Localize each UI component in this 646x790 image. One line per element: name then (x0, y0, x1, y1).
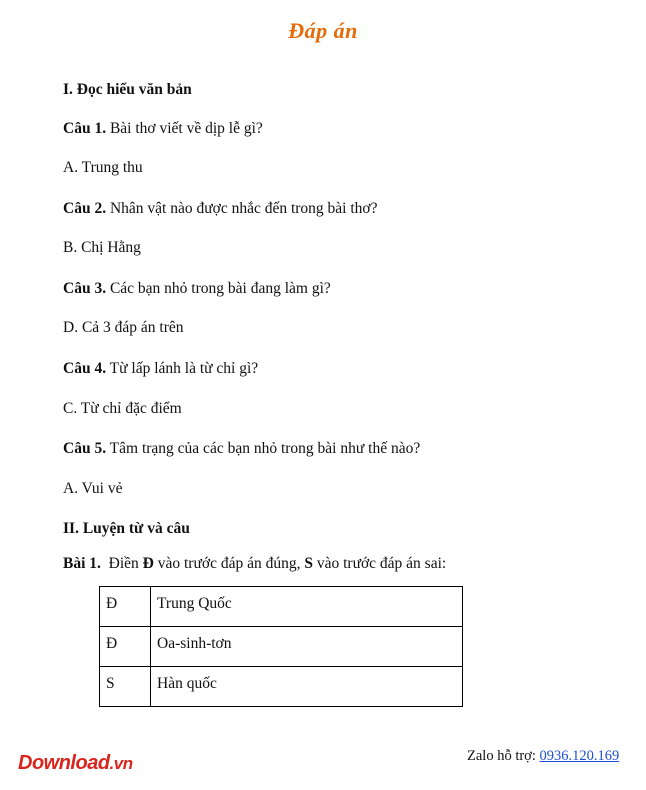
question-2 (63, 199, 378, 219)
section-heading-reading: I. Đọc hiểu văn bản (63, 81, 192, 98)
question-label: Câu 2. (63, 200, 107, 217)
question-text: Các bạn nhỏ trong bài đang làm gì? (106, 280, 331, 297)
question-label: Câu 1. (63, 120, 107, 137)
answer-3: D. Cả 3 đáp án trên (63, 319, 184, 336)
mark-cell: S (100, 667, 151, 707)
question-3 (63, 279, 331, 299)
question-label: Câu 4. (63, 360, 107, 377)
question-4 (63, 359, 258, 379)
answer-4: C. Từ chỉ đặc điểm (63, 400, 182, 417)
question-text: Tâm trạng của các bạn nhỏ trong bài như thế nào? (106, 440, 421, 457)
instruction-text: vào trước đáp án sai: (312, 555, 447, 572)
question-text: Bài thơ viết về dịp lễ gì? (106, 120, 263, 137)
logo-suffix: .vn (109, 754, 133, 773)
item-cell: Oa-sinh-tơn (151, 627, 463, 667)
question-label: Câu 3. (63, 280, 107, 297)
wrong-letter: S (304, 555, 313, 572)
item-cell: Trung Quốc (151, 587, 463, 627)
answer-2: B. Chị Hằng (63, 239, 141, 256)
answer-1: A. Trung thu (63, 159, 143, 176)
correct-letter: Đ (142, 555, 154, 572)
answer-table (99, 586, 463, 707)
mark-cell: Đ (100, 587, 151, 627)
question-text: Nhân vật nào được nhắc đến trong bài thơ? (106, 200, 378, 217)
support-contact (467, 748, 619, 765)
support-phone-link[interactable]: 0936.120.169 (539, 748, 620, 764)
download-logo[interactable] (18, 752, 133, 775)
question-text: Từ lấp lánh là từ chỉ gì? (106, 360, 259, 377)
page-title: Đáp án (288, 18, 358, 43)
mark-cell: Đ (100, 627, 151, 667)
answer-5: A. Vui vẻ (63, 480, 123, 497)
question-5 (63, 439, 420, 459)
table-row (100, 627, 463, 667)
table-row (100, 667, 463, 707)
instruction-text: vào trước đáp án đúng, (153, 555, 305, 572)
exercise-label: Bài 1. (63, 555, 101, 572)
item-cell: Hàn quốc (151, 667, 463, 707)
support-label: Zalo hỗ trợ: (467, 748, 540, 764)
logo-text: Download (18, 752, 110, 774)
question-label: Câu 5. (63, 440, 107, 457)
question-1 (63, 119, 263, 139)
instruction-text: Điền (100, 555, 143, 572)
table-row (100, 587, 463, 627)
exercise-instruction (63, 554, 446, 574)
section-heading-vocabulary: II. Luyện từ và câu (63, 520, 190, 537)
